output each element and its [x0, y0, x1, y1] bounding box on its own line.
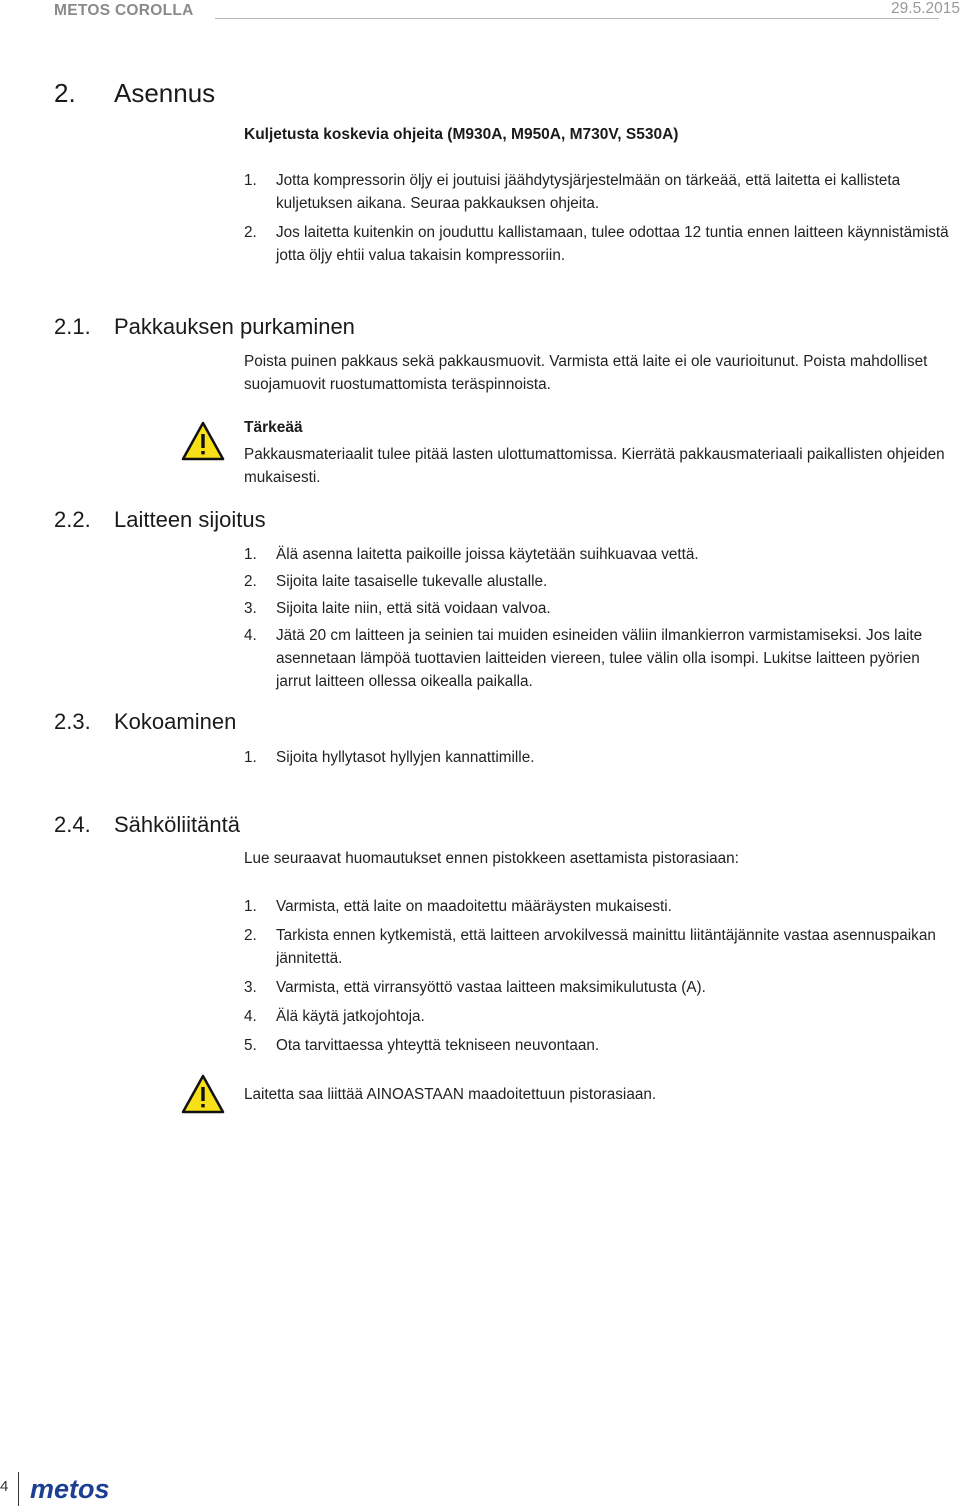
list-item: 2. Sijoita laite tasaiselle tukevalle alustalle. [244, 573, 548, 590]
unpacking-text: Poista puinen pakkaus sekä pakkausmuovit. Varmista että laite ei ole vaurioitunut. Poista mahdolliset suojamuovit ruostumattomista teräspinnoista. [244, 353, 928, 393]
svg-text:metos: metos [30, 1476, 110, 1502]
list-item: 3. Varmista, että virransyöttö vastaa laitteen maksimikulutusta (A). [244, 979, 706, 996]
list-item: 5. Ota tarvittaessa yhteyttä tekniseen neuvontaan. [244, 1037, 600, 1054]
list-item: 1. Jotta kompressorin öljy ei joutuisi jäähdytysjärjestelmään on tärkeää, että laitetta ei kallisteta kuljetuksen aikana. Seuraa pakkauksen ohjeita. [244, 172, 901, 212]
list-item: 3. Sijoita laite niin, että sitä voidaan valvoa. [244, 600, 551, 617]
subsection-heading-unpacking: 2.1. Pakkauksen purkaminen [54, 314, 355, 339]
electrical-warning-text: Laitetta saa liittää AINOASTAAN maadoitettuun pistorasiaan. [244, 1086, 657, 1103]
list-item: 2. Tarkista ennen kytkemistä, että laitteen arvokilvessä mainittu liitäntäjännite vastaa asennuspaikan jännitettä. [244, 927, 936, 967]
list-item: 2. Jos laitetta kuitenkin on jouduttu kallistamaan, tulee odottaa 12 tuntia ennen laitteen käynnistämistä jotta öljy ehtii valua takaisin kompressoriin. [244, 224, 949, 264]
electrical-intro: Lue seuraavat huomautukset ennen pistokkeen asettamista pistorasiaan: [244, 850, 739, 867]
header-brand: METOS COROLLA [54, 2, 194, 19]
page-number: 4 [0, 1478, 9, 1495]
note-title: Tärkeää [244, 419, 303, 436]
section-title: Asennus [114, 78, 216, 108]
warning-triangle-icon [181, 421, 225, 461]
list-item: 1. Varmista, että laite on maadoitettu määräysten mukaisesti. [244, 898, 672, 915]
list-item: 4. Älä käytä jatkojohtoja. [244, 1008, 425, 1025]
assembly-list [244, 746, 958, 769]
subsection-heading-placement: 2.2. Laitteen sijoitus [54, 507, 266, 532]
transport-list [244, 169, 958, 267]
list-item: 1. Älä asenna laitetta paikoille joissa käytetään suihkuavaa vettä. [244, 546, 699, 563]
placement-list [244, 543, 958, 693]
section-heading [54, 78, 215, 109]
list-item: 1. Sijoita hyllytasot hyllyjen kannattimille. [244, 749, 535, 766]
footer-rule [18, 1472, 19, 1506]
metos-logo [30, 1476, 150, 1502]
subsection-heading-assembly: 2.3. Kokoaminen [54, 709, 237, 734]
electrical-list [244, 895, 958, 1057]
list-item: 4. Jätä 20 cm laitteen ja seinien tai muiden esineiden väliin ilmankierron varmistamiseksi. Jos laite asennetaan lämpöä tuottavien laitteiden viereen, tulee välin olla isompi. Lukitse laitteen pyörien jarrut laitteen ollessa oikealla paikalla. [244, 627, 923, 690]
transport-heading: Kuljetusta koskevia ohjeita (M930A, M950A, M730V, S530A) [244, 126, 679, 143]
header-date: 29.5.2015 [891, 0, 960, 17]
section-number: 2. [54, 78, 76, 108]
header-rule [215, 18, 939, 19]
note-text: Pakkausmateriaalit tulee pitää lasten ulottumattomissa. Kierrätä pakkausmateriaali paikallisten ohjeiden mukaisesti. [244, 446, 945, 486]
warning-triangle-icon [181, 1074, 225, 1114]
subsection-heading-electrical: 2.4. Sähköliitäntä [54, 812, 240, 837]
